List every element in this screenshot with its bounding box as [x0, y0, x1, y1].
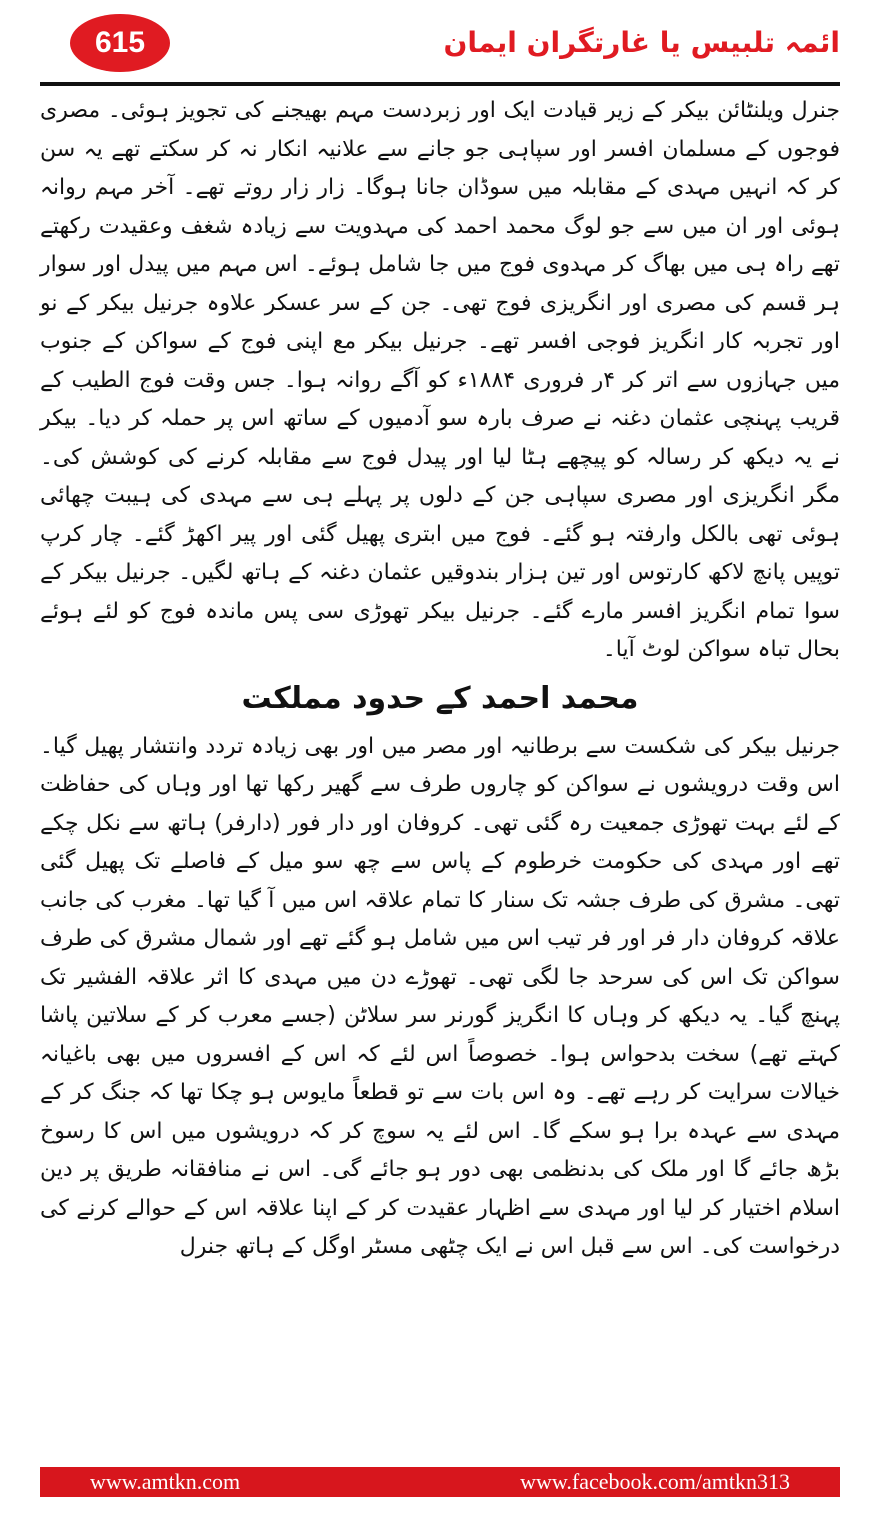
page-header [40, 10, 840, 80]
book-title: ائمہ تلبیس یا غارتگران ایمان [443, 26, 840, 59]
section-heading: محمد احمد کے حدود مملکت [241, 680, 639, 716]
paragraph-1: جنرل ویلنٹائن بیکر کے زیر قیادت ایک اور زبردست مہم بھیجنے کی تجویز ہوئی۔ مصری فوجوں کے مسلمان افسر اور سپاہی جو جانے سے علانیہ انکار نہ کر سکتے تھے یہ سن کر کہ انہیں مہدی کے مقابلہ میں سوڈان جانا ہوگا۔ زار زار روتے تھے۔ آخر مہم روانہ ہوئی اور ان میں سے جو لوگ محمد احمد کی مہدویت سے زیادہ شغف وعقیدت رکھتے تھے راہ ہی میں بھاگ کر مہدوی فوج میں جا شامل ہوئے۔ اس مہم میں پیدل اور سوار ہر قسم کی مصری اور انگریزی فوج تھی۔ جن کے سر عسکر علاوہ جرنیل بیکر کے نو اور تجربہ کار انگریز فوجی افسر تھے۔ جرنیل بیکر مع اپنی فوج کے سواکن کے جنوب میں جہازوں سے اتر کر ۴ر فروری ۱۸۸۴ء کو آگے روانہ ہوا۔ جس وقت فوج الطیب کے قریب پہنچی عثمان دغنہ نے صرف بارہ سو آدمیوں کے ساتھ اس پر حملہ کر دیا۔ بیکر نے یہ دیکھ کر رسالہ کو پیچھے ہٹا لیا اور پیدل فوج سے مقابلہ کرنے کی کوشش کی۔ مگر انگریزی اور مصری سپاہی جن کے دلوں پر پہلے ہی سے مہدی کی ہیبت چھائی ہوئی تھی بالکل وارفتہ ہو گئے۔ فوج میں ابتری پھیل گئی اور پیر اکھڑ گئے۔ چار کرپ توپیں پانچ لاکھ کارتوس اور تین ہزار بندوقیں عثمان دغنہ کے ہاتھ لگیں۔ جرنیل بیکر کے سوا تمام انگریز افسر مارے گئے۔ جرنیل بیکر تھوڑی سی پس ماندہ فوج کو لئے ہوئے بحال تباہ سواکن لوٹ آیا۔ [40, 98, 840, 662]
page-footer [40, 1467, 840, 1497]
page-number-badge [70, 14, 170, 72]
facebook-link[interactable]: www.facebook.com/amtkn313 [520, 1469, 790, 1494]
page-number: 615 [94, 26, 146, 59]
page-body [40, 92, 840, 1267]
header-divider [40, 82, 840, 86]
paragraph-2: جرنیل بیکر کی شکست سے برطانیہ اور مصر میں اور بھی زیادہ تردد وانتشار پھیل گیا۔ اس وقت درویشوں نے سواکن کو چاروں طرف سے گھیر رکھا تھا اور وہاں کی حفاظت کے لئے بہت تھوڑی جمعیت رہ گئی تھی۔ کروفان اور دار فور (دارفر) ہاتھ سے نکل چکے تھے اور مہدی کی حکومت خرطوم کے پاس سے چھ سو میل کے فاصلے تک پھیل گئی تھی۔ مشرق کی طرف جشہ تک سنار کا تمام علاقہ اس میں آ گیا تھا۔ مغرب کی جانب علاقہ کروفان دار فر اور فر تیب اس میں شامل ہو گئے تھے اور شمال مشرق کی طرف سواکن تک اس کی سرحد جا لگی تھی۔ تھوڑے دن میں مہدی کا اثر علاقہ الفشیر تک پہنچ گیا۔ یہ دیکھ کر وہاں کا انگریز گورنر سر سلاٹن (جسے معرب کر کے سلاتین پاشا کہتے تھے) سخت بدحواس ہوا۔ خصوصاً اس لئے کہ اس کے افسروں میں بھی باغیانہ خیالات سرایت کر رہے تھے۔ وہ اس بات سے تو قطعاً مایوس ہو چکا تھا کہ جنگ کر کے مہدی سے عہدہ برا ہو سکے گا۔ اس لئے یہ سوچ کر کہ درویشوں میں اس کا رسوخ بڑھ جائے گا اور ملک کی بدنظمی بھی دور ہو جائے گی۔ اس نے منافقانہ طریق پر دین اسلام اختیار کر لیا اور مہدی سے اظہار عقیدت کر کے اپنا علاقہ اس کے حوالے کرنے کی درخواست کی۔ اس سے قبل اس نے ایک چٹھی مسٹر اوگل کے ہاتھ جنرل [40, 733, 840, 1259]
website-link[interactable]: www.amtkn.com [90, 1469, 241, 1494]
